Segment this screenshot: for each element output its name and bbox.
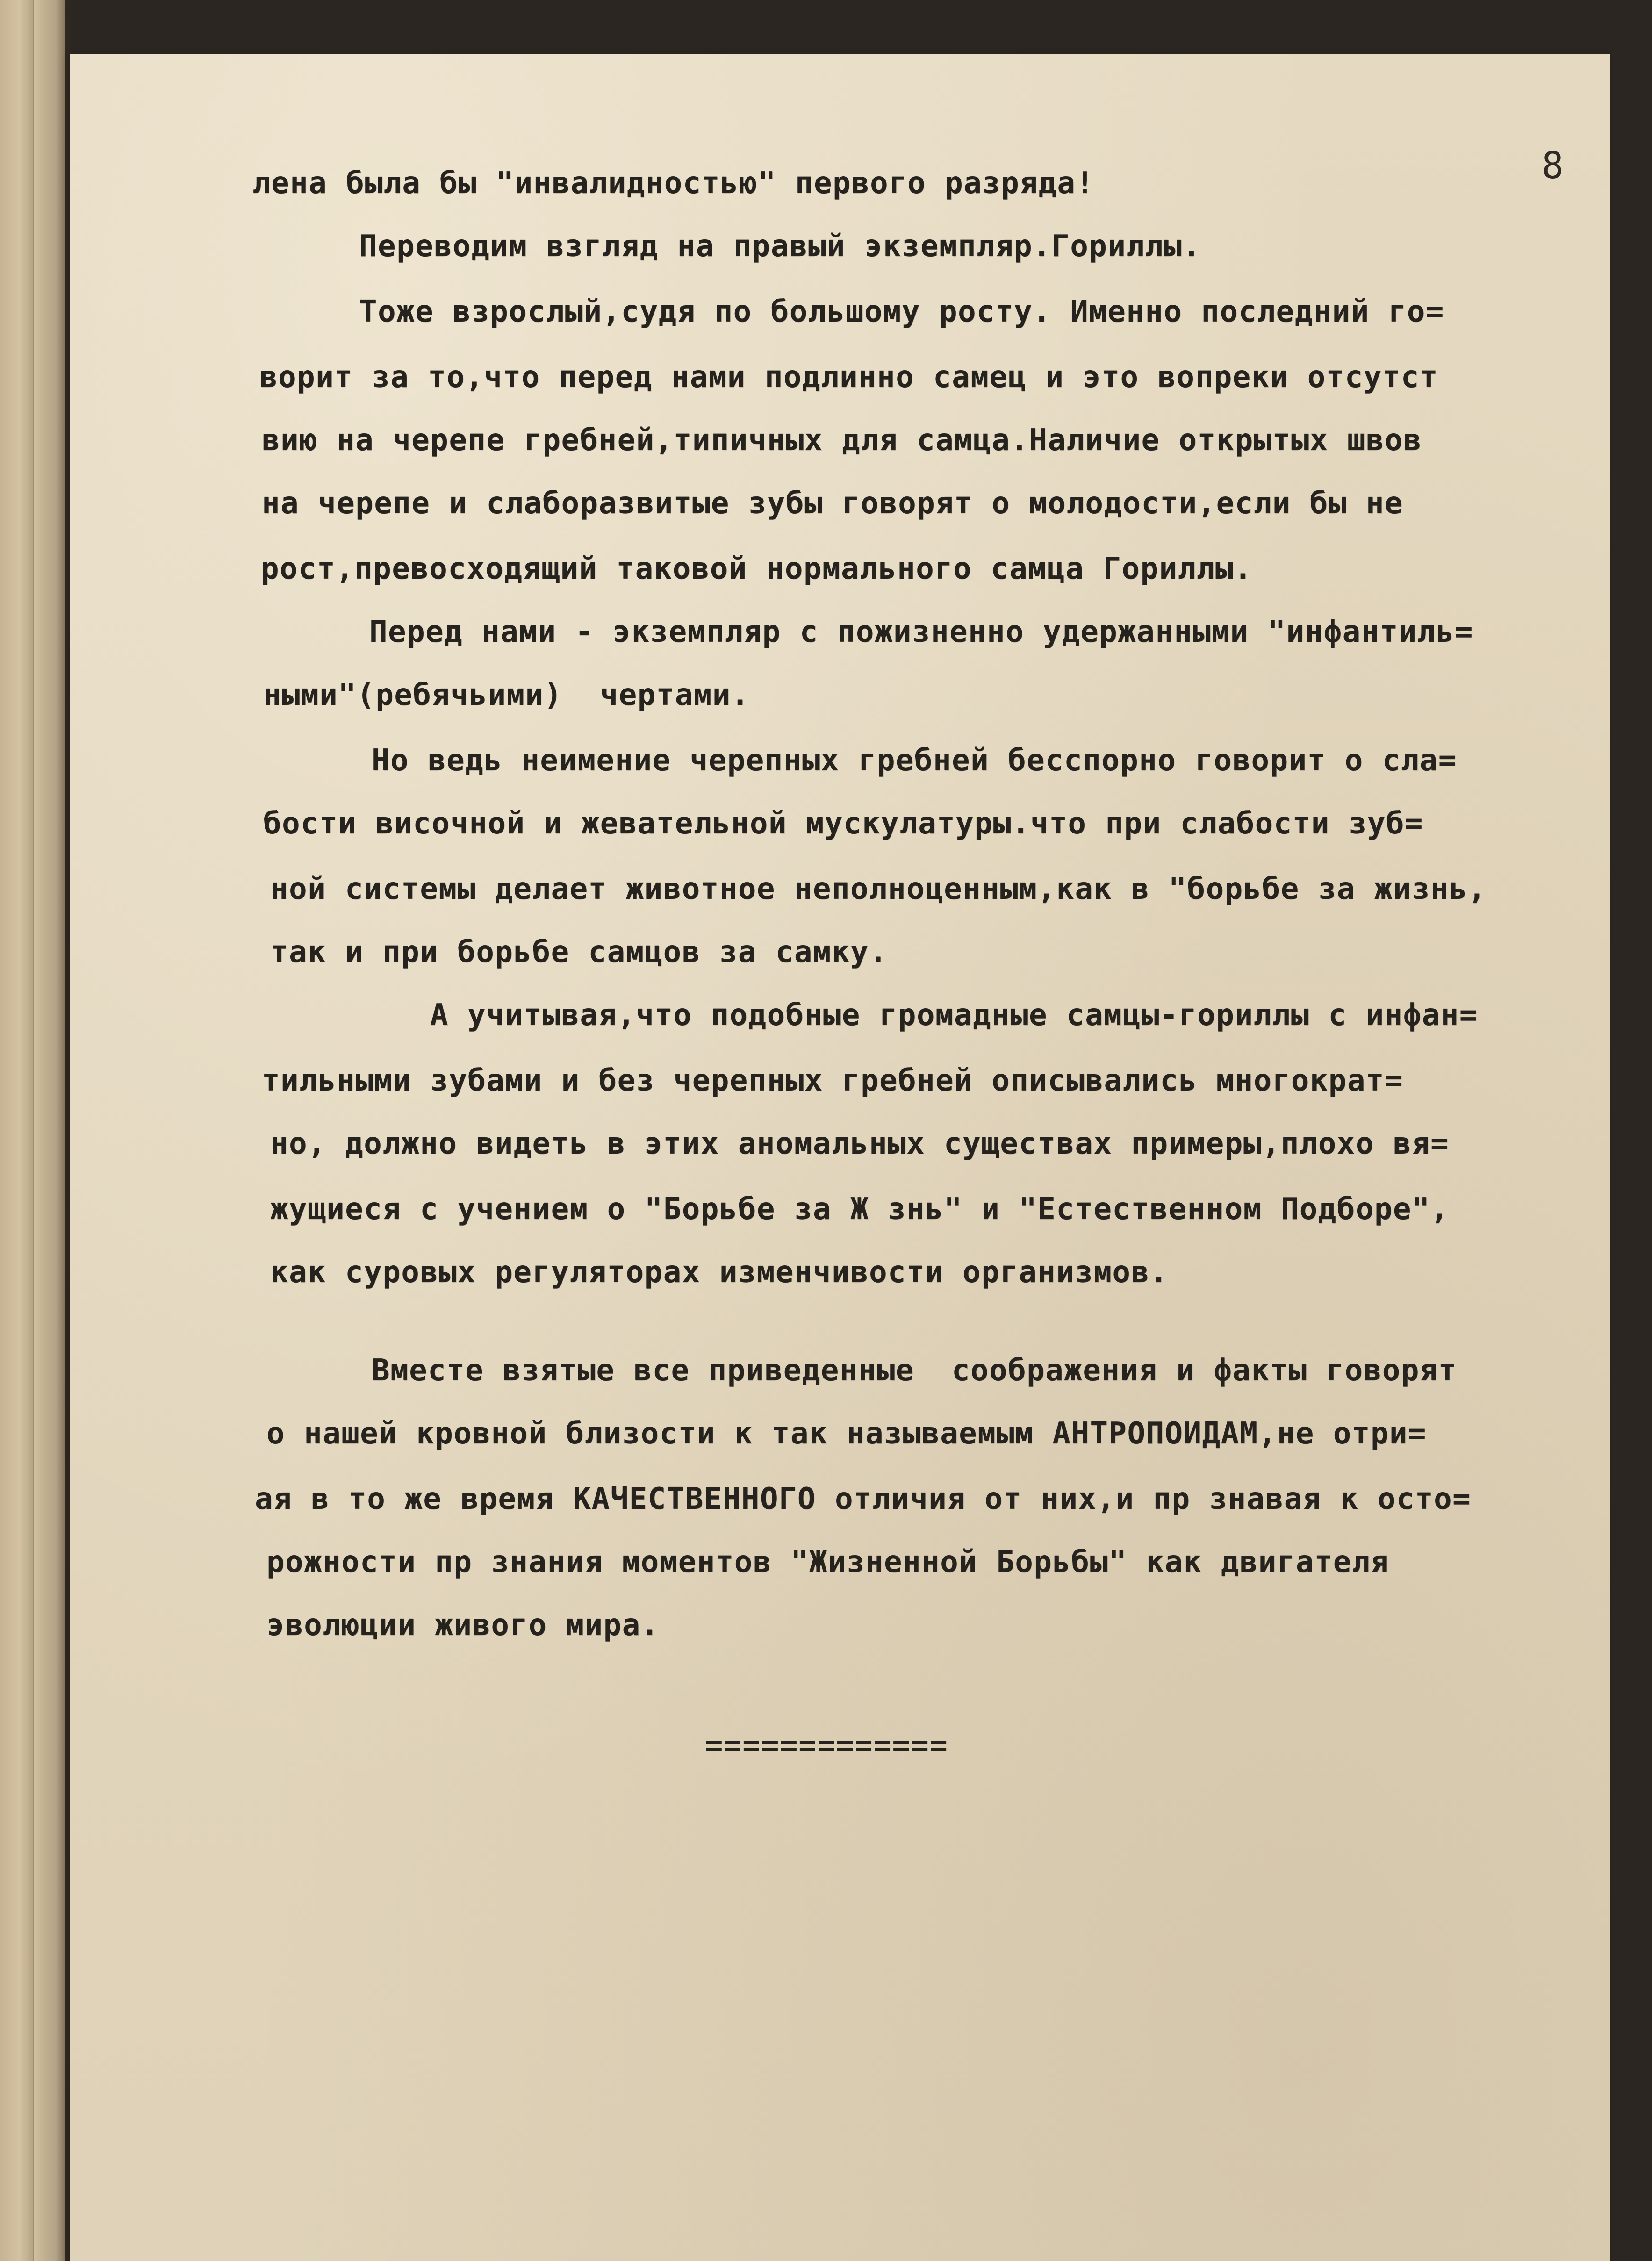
text-line: Перед нами - экземпляр с пожизненно удержанными "инфантиль=: [369, 615, 1473, 649]
text-line: А учитывая,что подобные громадные самцы-гориллы с инфан=: [430, 998, 1478, 1033]
page-number: 8: [1542, 145, 1565, 187]
text-line: Вместе взятые все приведенные соображения и факты говорят: [372, 1353, 1457, 1388]
text-line: ной системы делает животное неполноценным,как в "борьбе за жизнь,: [270, 872, 1487, 906]
typewritten-page: [70, 54, 1610, 2261]
text-line: Но ведь неимение черепных гребней бесспорно говорит о сла=: [372, 743, 1457, 778]
text-line: вию на черепе гребней,типичных для самца.Наличие открытых швов: [262, 423, 1422, 458]
text-line: ными"(ребячьими) чертами.: [263, 678, 750, 712]
folder-edge: [0, 0, 34, 2261]
text-line: бости височной и жевательной мускулатуры.что при слабости зуб=: [263, 806, 1423, 841]
text-line: как суровых регуляторах изменчивости организмов.: [270, 1255, 1169, 1290]
text-line: о нашей кровной близости к так называемым АНТРОПОИДАМ,не отри=: [266, 1416, 1427, 1451]
text-line: ворит за то,что перед нами подлинно самец и это вопреки отсутст: [259, 360, 1438, 395]
text-line: но, должно видеть в этих аномальных существах примеры,плохо вя=: [270, 1127, 1449, 1161]
text-line: эволюции живого мира.: [266, 1608, 660, 1643]
text-line: рожности пр знания моментов "Жизненной Борьбы" как двигателя: [266, 1545, 1389, 1579]
end-divider: =============: [705, 1729, 948, 1763]
text-line: тильными зубами и без черепных гребней описывались многократ=: [262, 1063, 1403, 1098]
text-line: Переводим взгляд на правый экземпляр.Гориллы.: [359, 229, 1201, 264]
text-line: жущиеся с учением о "Борьбе за Ж знь" и "Естественном Подборе",: [270, 1192, 1449, 1227]
text-line: лена была бы "инвалидностью" первого разряда!: [252, 166, 1095, 201]
text-line: на черепе и слаборазвитые зубы говорят о молодости,если бы не: [262, 486, 1403, 521]
text-line: ая в то же время КАЧЕСТВЕННОГО отличия от них,и пр знавая к осто=: [255, 1482, 1472, 1516]
text-line: Тоже взрослый,судя по большому росту. Именно последний го=: [359, 294, 1444, 329]
text-line: рост,превосходящий таковой нормального самца Гориллы.: [261, 552, 1253, 586]
text-line: так и при борьбе самцов за самку.: [270, 935, 888, 969]
